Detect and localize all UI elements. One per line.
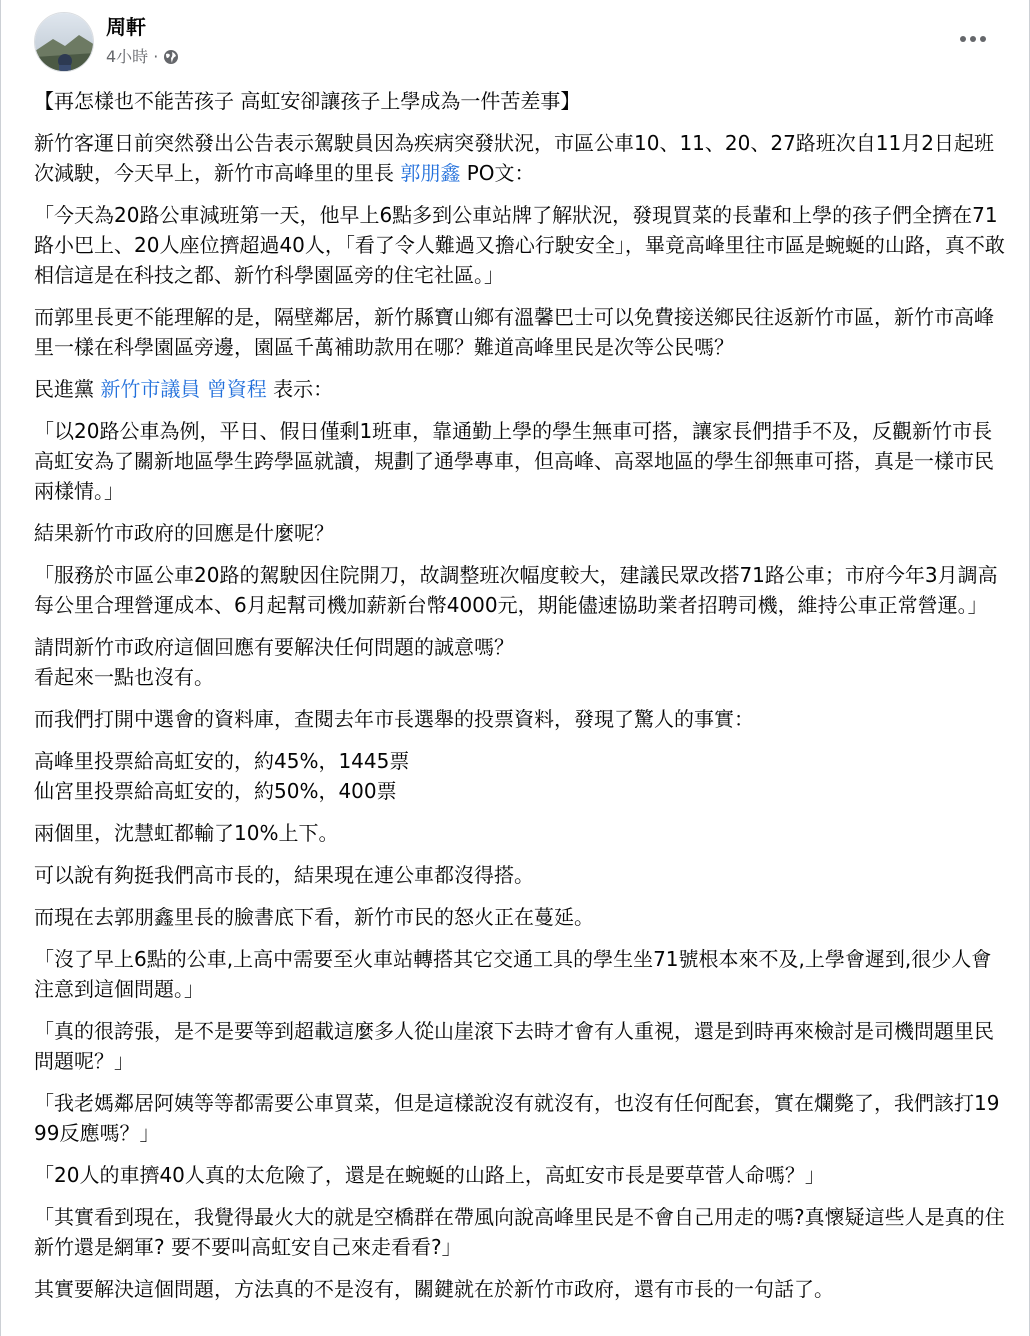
paragraph-17: 「20人的車擠40人真的太危險了，還是在蜿蜒的山路上，高虹安市長是要草菅人命嗎？」	[34, 1163, 825, 1187]
paragraph-14: 「沒了早上6點的公車,上高中需要至火車站轉搭其它交通工具的學生坐71號根本來不及,上學會遲到,很少人會注意到這個問題。」	[34, 947, 992, 1001]
paragraph-3: 而郭里長更不能理解的是，隔壁鄰居，新竹縣寶山鄉有溫馨巴士可以免費接送鄉民往返新竹市區，新竹市高峰里一樣在科學園區旁邊，園區千萬補助款用在哪？難道高峰里民是次等公民嗎？	[34, 305, 994, 359]
paragraph-7: 「服務於市區公車20路的駕駛因住院開刀，故調整班次幅度較大，建議民眾改搭71路公車；市府今年3月調高每公里合理營運成本、6月起幫司機加薪新台幣4000元，期能儘速協助業者招聘司機，維持公車正常營運。」	[34, 563, 998, 617]
paragraph-11: 兩個里，沈慧虹都輸了10%上下。	[34, 821, 339, 845]
paragraph-13: 而現在去郭朋鑫里長的臉書底下看，新竹市民的怒火正在蔓延。	[34, 905, 594, 929]
post-time[interactable]: 4小時	[106, 47, 149, 66]
mention-guo-peng-xin[interactable]: 郭朋鑫	[400, 161, 461, 185]
paragraph-8-line-1: 請問新竹市政府這個回應有要解決任何問題的誠意嗎？	[34, 635, 514, 659]
paragraph-16: 「我老媽鄰居阿姨等等都需要公車買菜，但是這樣說沒有就沒有，也沒有任何配套，實在爛斃了，我們該打1999反應嗎？」	[34, 1091, 1000, 1145]
paragraph-2: 「今天為20路公車減班第一天，他早上6點多到公車站牌了解狀況，發現買菜的長輩和上學的孩子們全擠在71路小巴上、20人座位擠超過40人，「看了令人難過又擔心行駛安全」，畢竟高峰里往市區是蜿蜒的山路，真不敢相信這是在科技之都、新竹科學園區旁的住宅社區。」	[34, 203, 1005, 287]
paragraph-4-text-a: 民進黨	[34, 377, 101, 401]
post-body	[34, 86, 1006, 1316]
paragraph-10-line-2: 仙宮里投票給高虹安的，約50%，400票	[34, 779, 397, 803]
author-name[interactable]: 周軒	[106, 15, 146, 39]
globe-icon	[163, 49, 179, 65]
paragraph-8-line-2: 看起來一點也沒有。	[34, 665, 214, 689]
avatar-image	[35, 13, 94, 72]
paragraph-18: 「其實看到現在，我覺得最火大的就是空橋群在帶風向說高峰里民是不會自己用走的嗎?真懷疑這些人是真的住新竹還是網軍? 要不要叫高虹安自己來走看看?」	[34, 1205, 1005, 1259]
paragraph-4	[34, 374, 1006, 404]
paragraph-1-text-b: PO文：	[460, 161, 535, 185]
paragraph-6: 結果新竹市政府的回應是什麼呢？	[34, 521, 334, 545]
paragraph-1-text-a: 新竹客運日前突然發出公告表示駕駛員因為疾病突發狀況，市區公車10、11、20、27路班次自11月2日起班次減駛，今天早上，新竹市高峰里的里長	[34, 131, 994, 185]
paragraph-12: 可以說有夠挺我們高市長的，結果現在連公車都沒得搭。	[34, 863, 534, 887]
paragraph-10-line-1: 高峰里投票給高虹安的，約45%，1445票	[34, 749, 410, 773]
paragraph-19: 其實要解決這個問題，方法真的不是沒有，關鍵就在於新竹市政府，還有市長的一句話了。	[34, 1277, 834, 1301]
paragraph-1	[34, 128, 1006, 188]
paragraph-8	[34, 632, 1006, 692]
post-meta	[106, 47, 179, 67]
paragraph-9: 而我們打開中選會的資料庫，查閱去年市長選舉的投票資料，發現了驚人的事實：	[34, 707, 754, 731]
paragraph-15: 「真的很誇張，是不是要等到超載這麼多人從山崖滾下去時才會有人重視，還是到時再來檢討是司機問題里民問題呢？」	[34, 1019, 994, 1073]
meta-separator: ·	[153, 47, 159, 66]
post-title: 【再怎樣也不能苦孩子 高虹安卻讓孩子上學成為一件苦差事】	[34, 89, 581, 113]
paragraph-10	[34, 746, 1006, 806]
more-options-icon[interactable]	[955, 24, 991, 54]
paragraph-5: 「以20路公車為例，平日、假日僅剩1班車，靠通勤上學的學生無車可搭，讓家長們措手不及，反觀新竹市長高虹安為了關新地區學生跨學區就讀，規劃了通學專車，但高峰、高翠地區的學生卻無車可搭，真是一樣市民兩樣情。」	[34, 419, 994, 503]
mention-zeng-zi-cheng[interactable]: 曾資程	[206, 377, 267, 401]
avatar[interactable]	[34, 12, 94, 72]
mention-hsinchu-councilor[interactable]: 新竹市議員	[100, 377, 201, 401]
paragraph-4-text-b: 表示：	[266, 377, 334, 401]
post-header	[34, 10, 1009, 74]
